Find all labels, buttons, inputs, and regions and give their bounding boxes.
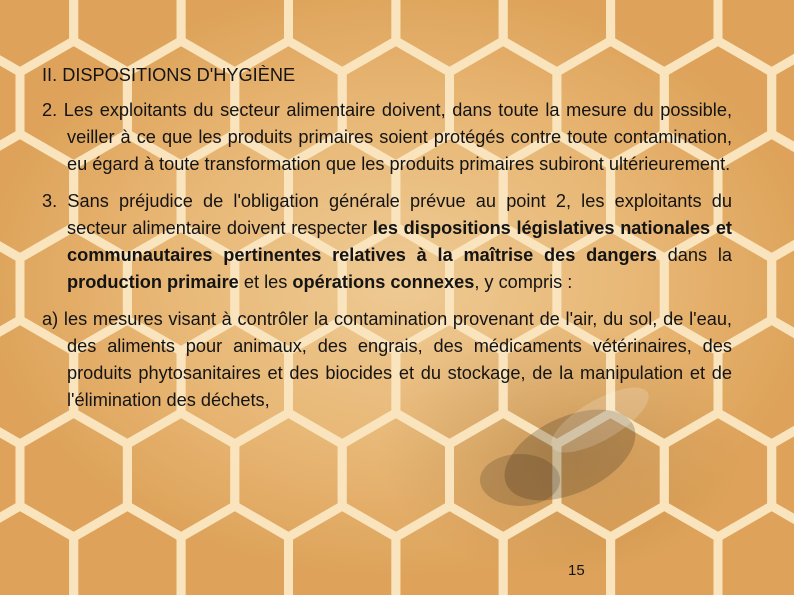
point-3-bold-dispositions: les dispositions législatives nationales et communautaires pertinentes relatives à la maîtrise des dangers	[67, 218, 732, 265]
page-number: 15	[568, 562, 585, 579]
point-a-paragraph: a) les mesures visant à contrôler la contamination provenant de l'air, du sol, de l'eau, des aliments pour animaux, des engrais, des médicaments vétérinaires, des produits phytosanitaires et des biocides et du stockage, de la manipulation et de l'élimination des déchets,	[42, 309, 732, 410]
section-heading: II. DISPOSITIONS D'HYGIÈNE	[42, 65, 296, 85]
point-3-bold-operations: opérations connexes	[292, 272, 475, 292]
point-3-text-1: dans la	[656, 245, 732, 265]
point-3-intro: 3. Sans préjudice de l'obligation générale prévue au point 2, les exploitants du secteur alimentaire doivent respecter	[42, 191, 732, 238]
point-3-text-3: , y compris :	[474, 272, 573, 292]
point-2-paragraph: 2. Les exploitants du secteur alimentaire doivent, dans toute la mesure du possible, veiller à ce que les produits primaires soient protégés contre toute contamination, eu égard à toute transformation que les produits primaires subiront ultérieurement.	[42, 100, 732, 174]
point-3-bold-production: production primaire	[67, 272, 239, 292]
point-3-paragraph	[42, 188, 732, 296]
slide-content	[42, 62, 732, 424]
point-3-text-2: et les	[238, 272, 293, 292]
